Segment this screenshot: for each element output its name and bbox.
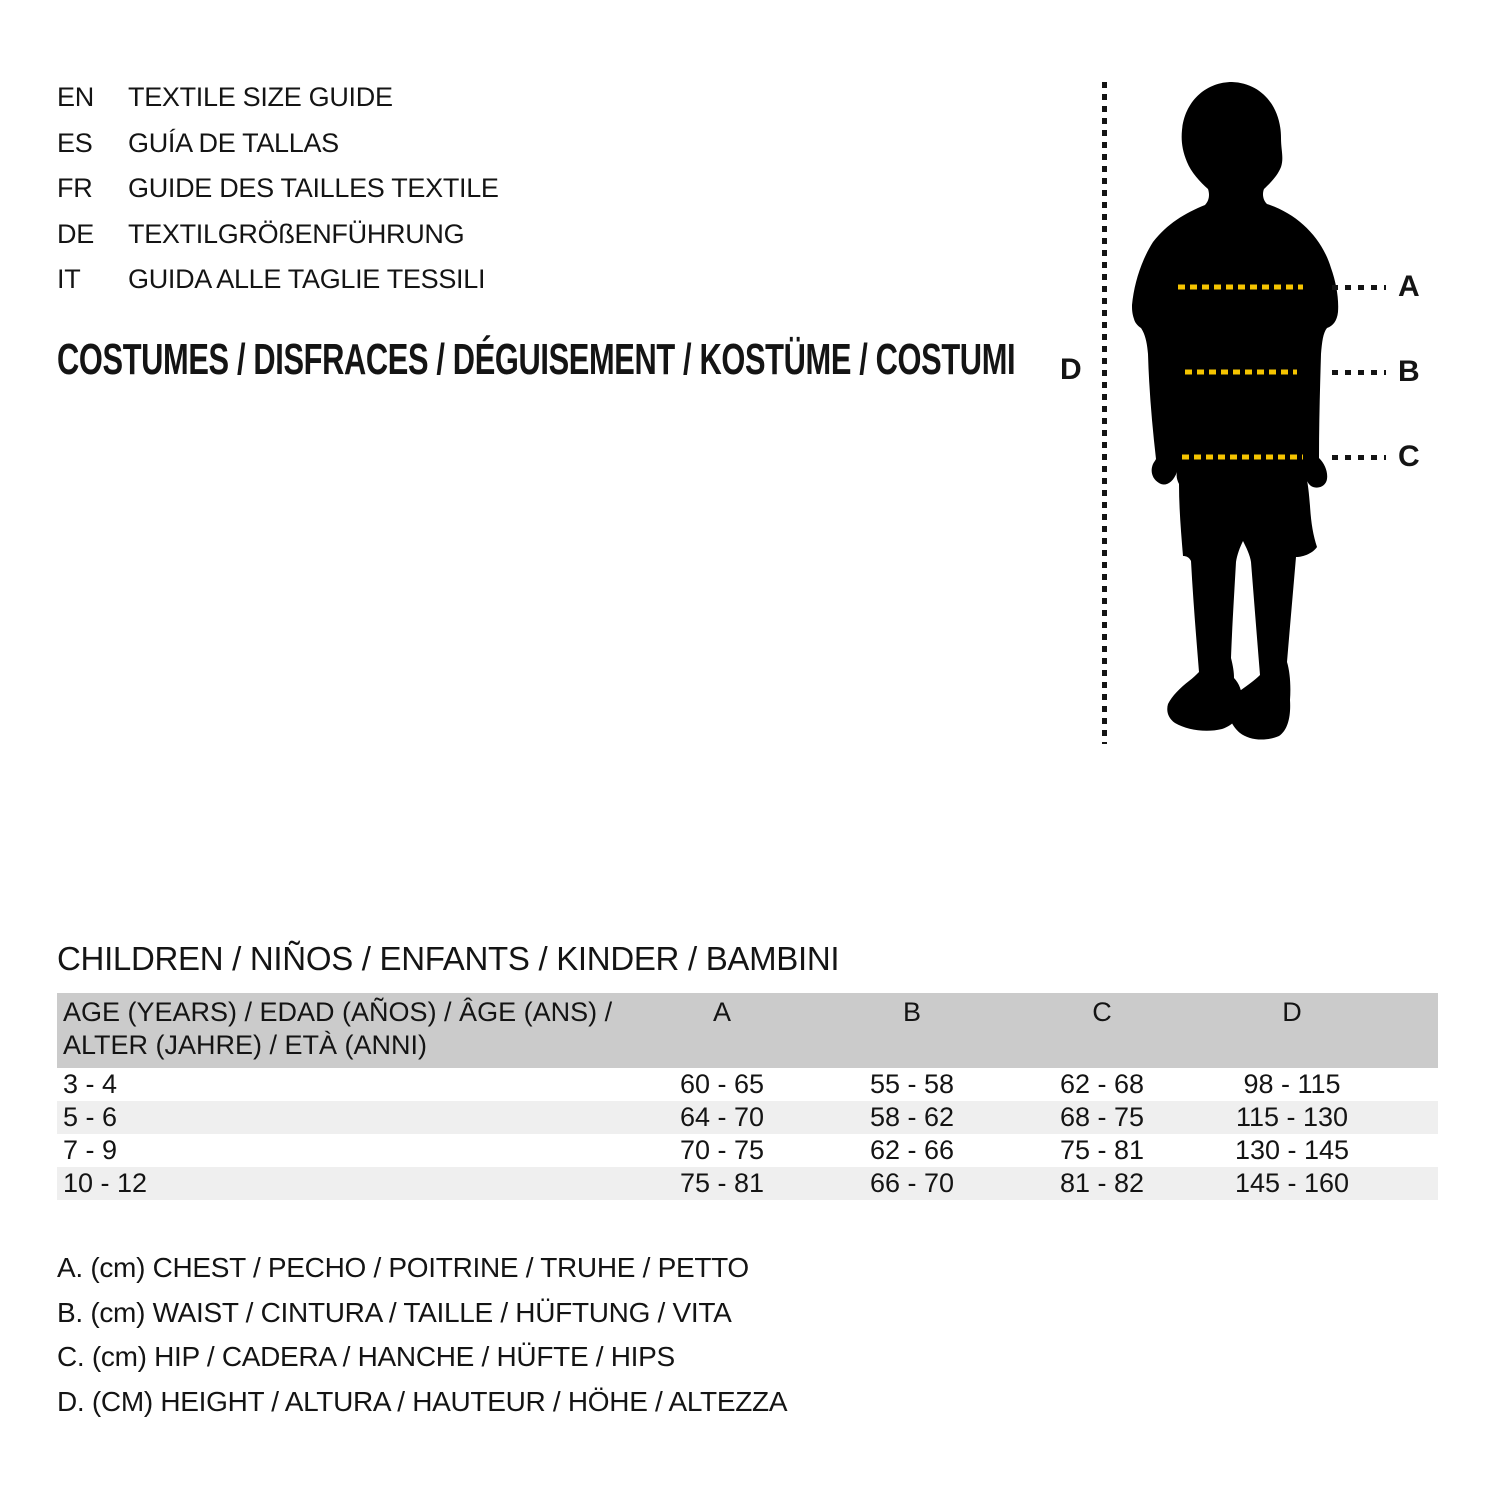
height-measure-dotted-line (1102, 82, 1107, 744)
age-column-header (57, 996, 627, 1062)
hip-range: 81 - 82 (1059, 1168, 1145, 1198)
child-silhouette-figure (1115, 70, 1360, 755)
chest-range: 64 - 70 (679, 1102, 765, 1132)
legend-hip: C. (cm) HIP / CADERA / HANCHE / HÜFTE / HIPS (57, 1341, 675, 1373)
age-value: 3 - 4 (63, 1069, 118, 1099)
age-header-line1: AGE (YEARS) / EDAD (AÑOS) / ÂGE (ANS) / (63, 997, 613, 1027)
language-code: FR (57, 173, 93, 204)
table-row (57, 1101, 1438, 1134)
language-row-it (57, 257, 499, 303)
column-header-d: D (1282, 997, 1302, 1027)
waist-connector-line (1332, 370, 1386, 375)
height-range: 145 - 160 (1234, 1168, 1350, 1198)
age-header-line2: ALTER (JAHRE) / ETÀ (ANNI) (63, 1030, 428, 1060)
hip-range: 75 - 81 (1059, 1135, 1145, 1165)
table-row (57, 1068, 1438, 1101)
language-row-es (57, 121, 499, 167)
waist-range: 55 - 58 (869, 1069, 955, 1099)
chest-connector-line (1332, 285, 1386, 290)
language-row-en (57, 75, 499, 121)
age-value: 5 - 6 (63, 1102, 118, 1132)
hip-connector-line (1332, 455, 1386, 460)
guide-title-en: TEXTILE SIZE GUIDE (128, 82, 393, 113)
age-value: 10 - 12 (63, 1168, 148, 1198)
guide-title-es: GUÍA DE TALLAS (128, 127, 339, 158)
height-label: D (1060, 353, 1082, 386)
hip-label: C (1398, 440, 1420, 473)
hip-range: 68 - 75 (1059, 1102, 1145, 1132)
guide-title-fr: GUIDE DES TAILLES TEXTILE (128, 173, 499, 204)
height-range: 98 - 115 (1243, 1069, 1341, 1099)
waist-range: 66 - 70 (869, 1168, 955, 1198)
guide-title-de: TEXTILGRÖßENFÜHRUNG (128, 218, 465, 249)
language-code: IT (57, 264, 81, 295)
children-section-title: CHILDREN / NIÑOS / ENFANTS / KINDER / BAMBINI (57, 940, 840, 977)
table-header-row (57, 993, 1438, 1068)
measure-legend (57, 1246, 787, 1424)
height-range: 130 - 145 (1234, 1135, 1350, 1165)
waist-label: B (1398, 355, 1420, 388)
size-table (57, 993, 1438, 1200)
language-code: DE (57, 218, 94, 249)
column-header-a: A (712, 997, 731, 1027)
hip-range: 62 - 68 (1059, 1069, 1145, 1099)
waist-range: 58 - 62 (869, 1102, 955, 1132)
legend-height: D. (CM) HEIGHT / ALTURA / HAUTEUR / HÖHE / ALTEZZA (57, 1385, 788, 1417)
table-row (57, 1134, 1438, 1167)
chest-range: 75 - 81 (679, 1168, 765, 1198)
language-title-list (57, 75, 499, 303)
language-code: ES (57, 127, 93, 158)
legend-chest: A. (cm) CHEST / PECHO / POITRINE / TRUHE / PETTO (57, 1252, 749, 1284)
language-row-de (57, 212, 499, 258)
waist-range: 62 - 66 (869, 1135, 955, 1165)
legend-waist: B. (cm) WAIST / CINTURA / TAILLE / HÜFTUNG / VITA (57, 1296, 732, 1328)
chest-range: 60 - 65 (679, 1069, 765, 1099)
column-header-c: C (1092, 997, 1112, 1027)
guide-title-it: GUIDA ALLE TAGLIE TESSILI (128, 264, 486, 295)
language-code: EN (57, 82, 94, 113)
language-row-fr (57, 166, 499, 212)
category-title: COSTUMES / DISFRACES / DÉGUISEMENT / KOSTÜME / COSTUMI (57, 335, 1016, 384)
age-value: 7 - 9 (63, 1135, 118, 1165)
table-row (57, 1167, 1438, 1200)
height-range: 115 - 130 (1235, 1102, 1349, 1132)
chest-range: 70 - 75 (679, 1135, 765, 1165)
chest-label: A (1398, 270, 1420, 303)
child-silhouette (1132, 82, 1338, 740)
column-header-b: B (902, 997, 921, 1027)
